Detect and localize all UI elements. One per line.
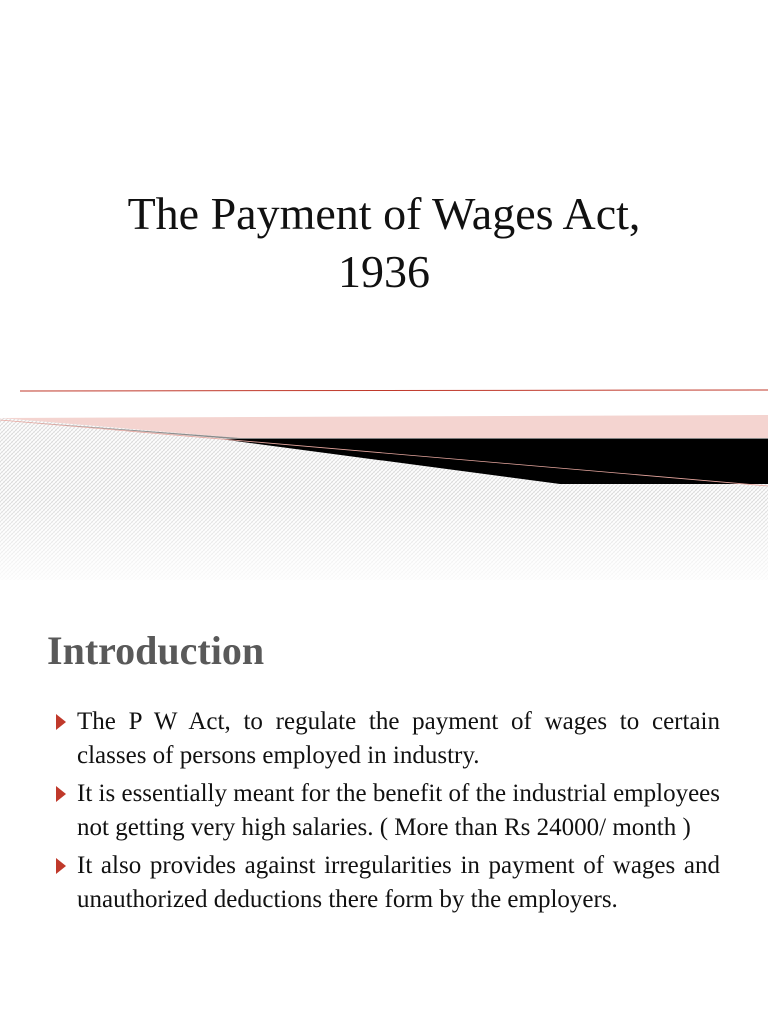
list-item — [52, 777, 720, 845]
section-heading: Introduction — [47, 628, 265, 673]
slide-title — [40, 185, 728, 301]
list-item — [52, 705, 720, 773]
triangle-right-icon — [56, 786, 66, 802]
slide-title-line-1: The Payment of Wages Act, — [127, 188, 641, 239]
bullet-text: It also provides against irregularities in payment of wages and unauthorized deductions there form by the employers. — [77, 852, 720, 913]
list-item — [52, 849, 720, 917]
decorative-band — [0, 378, 768, 580]
triangle-right-icon — [56, 858, 66, 874]
bullet-text: The P W Act, to regulate the payment of wages to certain classes of persons employed in industry. — [77, 708, 720, 769]
bullet-text: It is essentially meant for the benefit of the industrial employees not getting very high salaries. ( More than Rs 24000/ month ) — [77, 780, 720, 841]
bullet-list — [52, 705, 720, 921]
triangle-right-icon — [56, 714, 66, 730]
red-rule-line — [20, 390, 768, 391]
slide-title-line-2: 1936 — [338, 246, 430, 297]
